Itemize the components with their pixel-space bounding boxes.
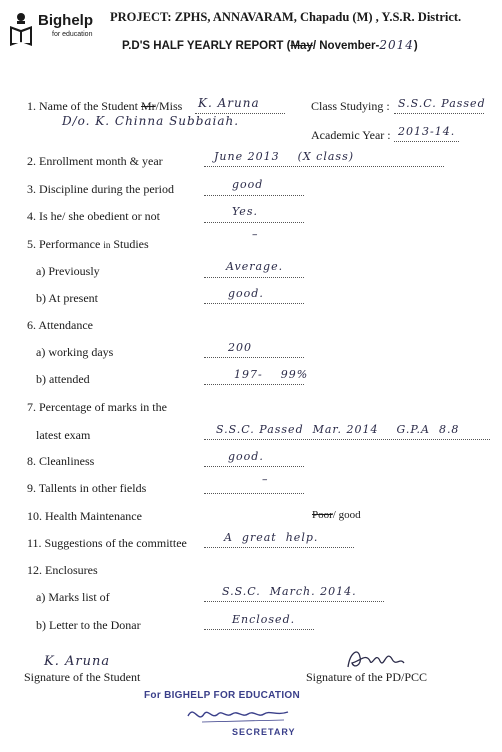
attended-dots [204, 384, 304, 385]
book-person-icon [8, 12, 34, 48]
enrollment-dots [204, 166, 444, 167]
student-name-value: K. Aruna [198, 96, 260, 110]
discipline-value: good [232, 178, 264, 191]
working-days-label: a) working days [36, 345, 114, 359]
year-dots [394, 141, 459, 142]
health-value-good: / good [332, 509, 361, 521]
logo-text: Bighelp [38, 12, 93, 29]
performance-value: – [252, 228, 259, 241]
health-value-poor: Poor [312, 509, 333, 521]
logo [8, 10, 108, 50]
attended-label: b) attended [36, 372, 90, 386]
letter-dots [204, 629, 314, 630]
suggestions-value: A great help. [224, 531, 319, 544]
performance-label [27, 237, 149, 252]
year-label: Academic Year : [311, 128, 391, 142]
previously-value: Average. [226, 260, 284, 273]
talents-value: – [262, 473, 269, 486]
student-name-label [27, 99, 182, 114]
talents-label: 9. Tallents in other fields [27, 481, 147, 495]
health-label: 10. Health Maintenance [27, 509, 142, 523]
attendance-label: 6. Attendance [27, 318, 93, 332]
enrollment-value: June 2013 (X class) [214, 150, 355, 163]
student-signature: K. Aruna [44, 654, 111, 669]
previously-dots [204, 277, 304, 278]
obedient-dots [204, 222, 304, 223]
report-title [122, 38, 418, 52]
performance-label-in: in [103, 240, 111, 250]
class-value: S.S.C. Passed [398, 97, 486, 110]
suggestions-label: 11. Suggestions of the committee [27, 536, 187, 550]
secretary-signature [184, 702, 304, 726]
talents-dots [204, 493, 304, 494]
class-label: Class Studying : [311, 99, 390, 113]
letter-label: b) Letter to the Donar [36, 618, 141, 632]
at-present-dots [204, 303, 304, 304]
latest-exam-value: S.S.C. Passed Mar. 2014 G.P.A 8.8 [216, 423, 460, 436]
marks-list-dots [204, 601, 384, 602]
class-dots [394, 113, 484, 114]
year-value: 2013-14. [398, 125, 456, 138]
report-suffix: ) [413, 40, 418, 52]
report-prefix: P.D'S HALF YEARLY REPORT ( [122, 40, 291, 52]
previously-label: a) Previously [36, 264, 100, 278]
logo-subtext: for education [52, 31, 93, 38]
report-may: May [290, 40, 313, 52]
obedient-label: 4. Is he/ she obedient or not [27, 209, 160, 223]
marks-list-value: S.S.C. March. 2014. [222, 585, 357, 598]
at-present-label: b) At present [36, 291, 98, 305]
working-days-value: 200 [228, 341, 252, 354]
health-value [312, 509, 361, 521]
student-label-prefix: 1. Name of the Student [27, 99, 141, 113]
report-year: 2014 [379, 38, 414, 52]
student-signature-label: Signature of the Student [24, 670, 141, 684]
enclosures-label: 12. Enclosures [27, 563, 98, 577]
enrollment-label: 2. Enrollment month & year [27, 154, 163, 168]
student-label-mr: Mr [140, 99, 156, 113]
cleanliness-value: good. [228, 450, 264, 463]
student-label-suffix: /Miss [155, 99, 183, 113]
pd-signature-label: Signature of the PD/PCC [306, 670, 428, 684]
organization-stamp [140, 690, 320, 742]
working-days-dots [204, 357, 304, 358]
attended-value: 197- 99% [234, 368, 309, 381]
cleanliness-dots [204, 466, 304, 467]
suggestions-dots [204, 547, 354, 548]
letter-value: Enclosed. [232, 613, 296, 626]
latest-exam-dots [204, 439, 490, 440]
report-mid: / November- [312, 40, 380, 52]
percentage-label: 7. Percentage of marks in the [27, 400, 167, 414]
at-present-value: good. [228, 287, 264, 300]
obedient-value: Yes. [232, 205, 258, 218]
discipline-label: 3. Discipline during the period [27, 182, 174, 196]
student-parent-value: D/o. K. Chinna Subbaiah. [62, 114, 240, 128]
stamp-line-2: SECRETARY [232, 727, 296, 737]
stamp-line-1: For BIGHELP FOR EDUCATION [144, 690, 301, 701]
latest-exam-label: latest exam [36, 428, 91, 442]
discipline-dots [204, 195, 304, 196]
performance-label-prefix: 5. Performance [27, 237, 104, 251]
marks-list-label: a) Marks list of [36, 590, 110, 604]
cleanliness-label: 8. Cleanliness [27, 454, 95, 468]
project-title: PROJECT: ZPHS, ANNAVARAM, Chapadu (M) , Y.S.R. District. [110, 10, 462, 24]
performance-label-suffix: Studies [110, 237, 149, 251]
